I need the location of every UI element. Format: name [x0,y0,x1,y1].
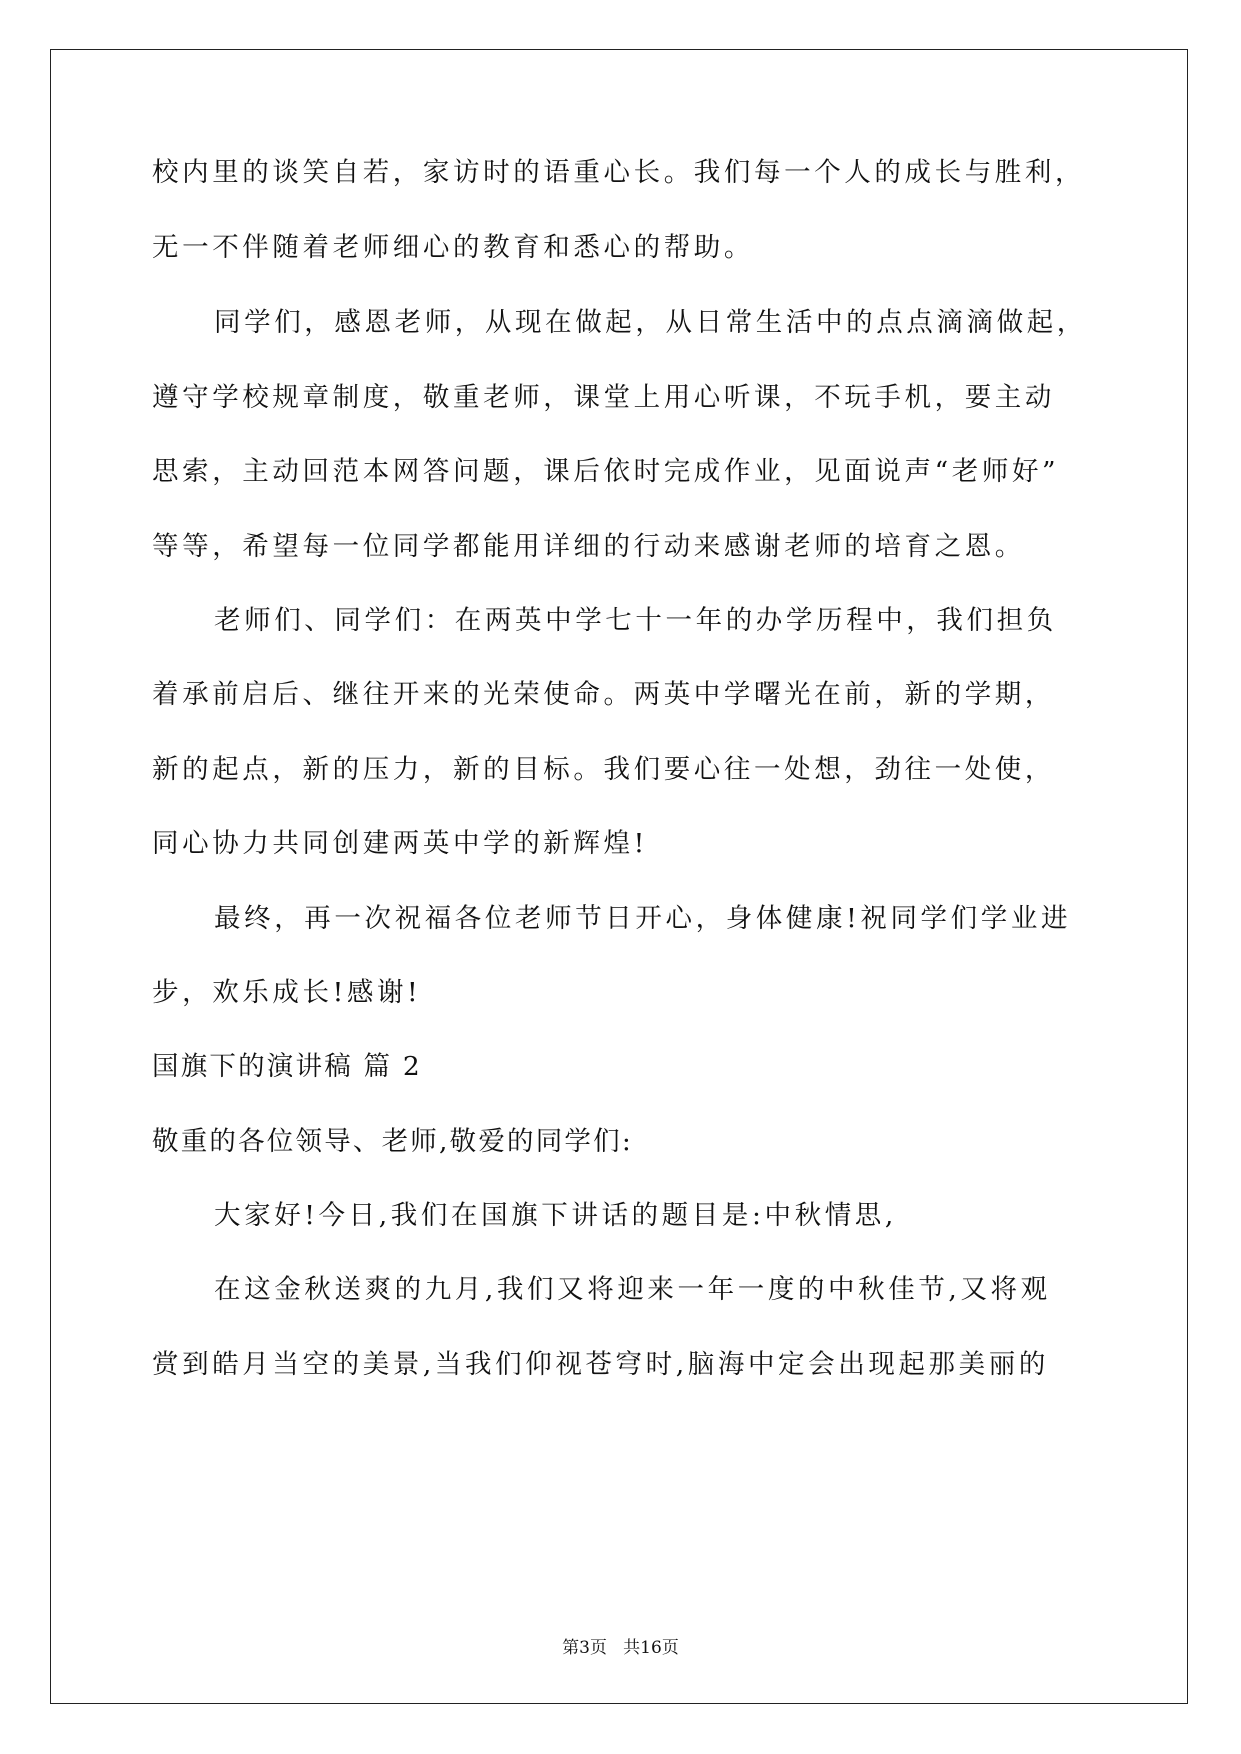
page-footer: 第3页 共16页 [562,1638,679,1658]
text-line: 同心协力共同创建两英中学的新辉煌! [152,828,648,859]
salutation: 敬重的各位领导、老师,敬爱的同学们: [152,1126,633,1157]
text-line: 老师们、同学们：在两英中学七十一年的办学历程中，我们担负 [214,605,1057,636]
text-line: 赏到皓月当空的美景,当我们仰视苍穹时,脑海中定会出现起那美丽的 [152,1349,1049,1380]
text-line: 大家好!今日,我们在国旗下讲话的题目是:中秋情思, [214,1200,897,1231]
text-line: 遵守学校规章制度，敬重老师，课堂上用心听课，不玩手机，要主动 [152,382,1055,413]
section-heading: 国旗下的演讲稿 篇 2 [152,1051,422,1082]
text-line: 在这金秋送爽的九月,我们又将迎来一年一度的中秋佳节,又将观 [214,1274,1051,1305]
text-line: 同学们，感恩老师，从现在做起，从日常生活中的点点滴滴做起， [214,307,1087,338]
text-line: 新的起点，新的压力，新的目标。我们要心往一处想，劲往一处使， [152,754,1055,785]
page-border [50,49,1188,1704]
text-line: 无一不伴随着老师细心的教育和悉心的帮助。 [152,232,754,263]
text-line: 校内里的谈笑自若，家访时的语重心长。我们每一个人的成长与胜利， [152,157,1086,188]
text-line: 思索，主动回范本网答问题，课后依时完成作业，见面说声“老师好” [152,456,1060,487]
text-line: 等等，希望每一位同学都能用详细的行动来感谢老师的培育之恩。 [152,531,1025,562]
text-line: 步，欢乐成长!感谢! [152,977,422,1008]
text-line: 着承前启后、继往开来的光荣使命。两英中学曙光在前，新的学期， [152,679,1055,710]
text-line: 最终，再一次祝福各位老师节日开心，身体健康!祝同学们学业进 [214,903,1072,934]
